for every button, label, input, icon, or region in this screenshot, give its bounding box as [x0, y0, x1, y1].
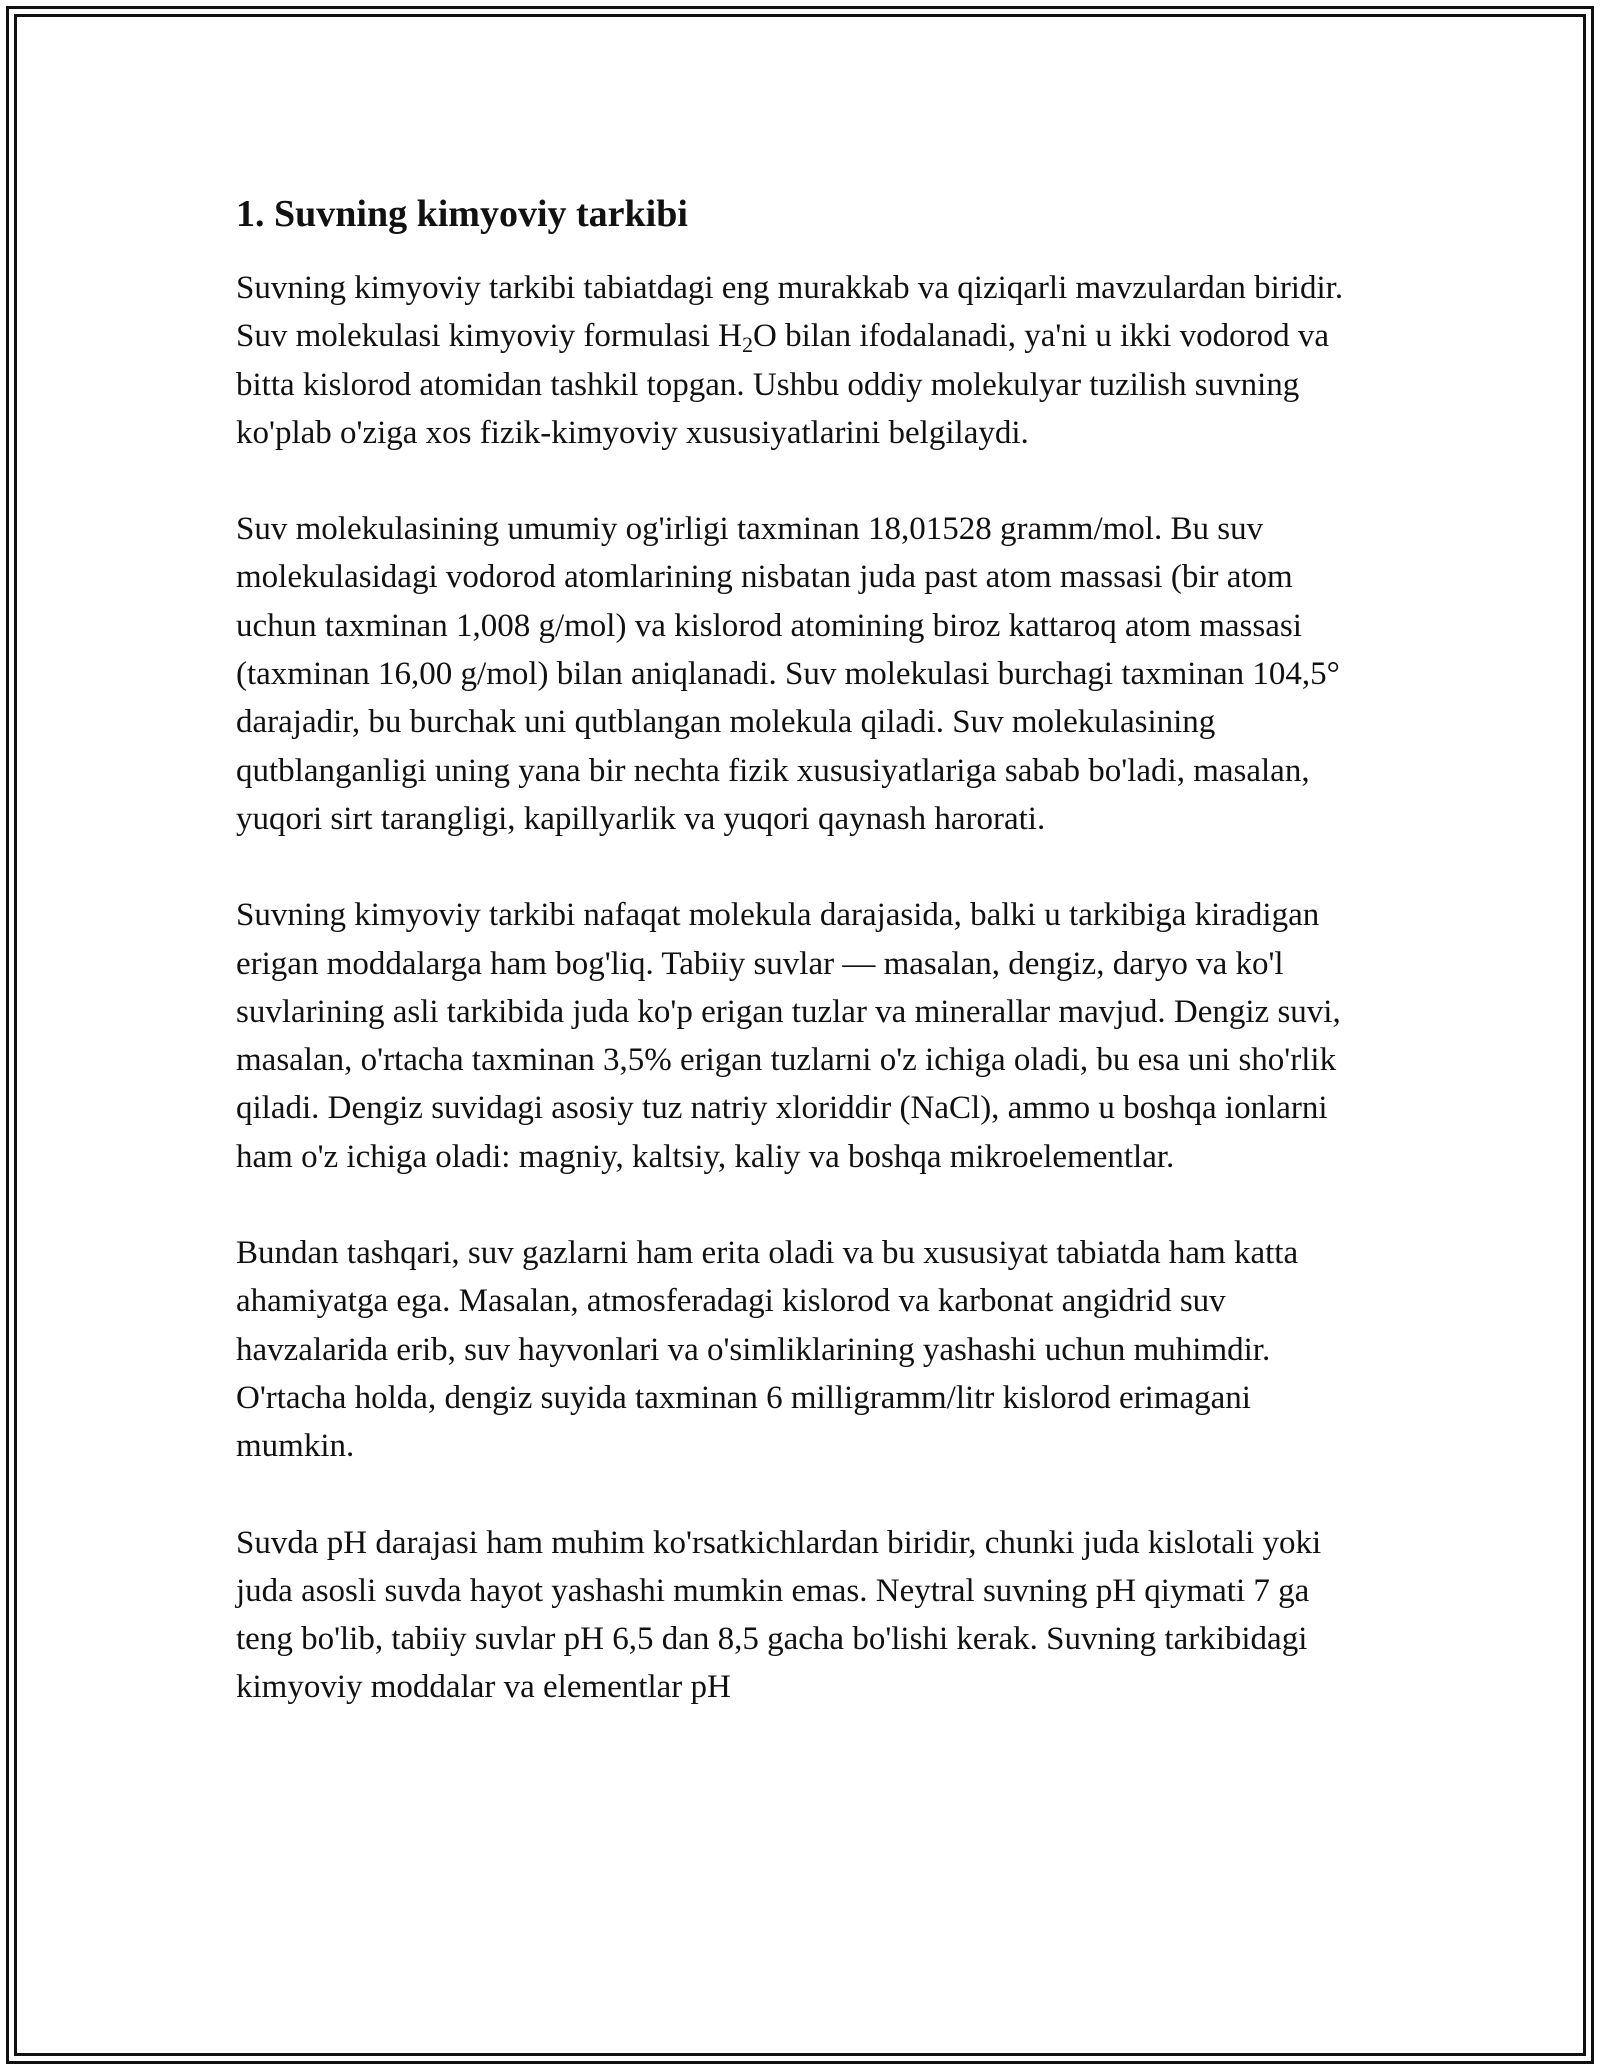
section-heading: 1. Suvning kimyoviy tarkibi — [236, 193, 688, 235]
water-formula — [718, 318, 777, 358]
paragraph-3: Suvning kimyoviy tarkibi nafaqat molekula darajasida, balki u tarkibiga kiradigan erigan moddalarga ham bog'liq. Tabiiy suvlar — masalan, dengiz, daryo va ko'l suvlarining asli tarkibida juda ko'p erigan tuzlar va minerallar mavjud. Dengiz suvi, masalan, o'rtacha taxminan 3,5% erigan tuzlarni o'z ichiga oladi, bu esa uni sho'rlik qiladi. Dengiz suvidagi asosiy tuz natriy xloriddir (NaCl), ammo u boshqa ionlarni ham o'z ichiga oladi: magniy, kaltsiy, kaliy va boshqa mikroelementlar. — [236, 897, 1341, 1175]
paragraph-5: Suvda pH darajasi ham muhim ko'rsatkichlardan biridir, chunki juda kislotali yoki juda asosli suvda hayot yashashi mumkin emas. Neytral suvning pH qiymati 7 ga teng bo'lib, tabiiy suvlar pH 6,5 dan 8,5 gacha bo'lishi kerak. Suvning tarkibidagi kimyoviy moddalar va elementlar pH — [236, 1524, 1322, 1706]
document-body — [236, 186, 1366, 1760]
paragraph-1-text-start: Suvning kimyoviy tarkibi tabiatdagi eng murakkab va qiziqarli mavzulardan biridir. Suv molekulasi kimyoviy formulasi — [236, 270, 1344, 355]
paragraph-4: Bundan tashqari, suv gazlarni ham erita oladi va bu xususiyat tabiatda ham katta ahamiyatga ega. Masalan, atmosferadagi kislorod va karbonat angidrid suv havzalarida erib, suv hayvonlari va o'simliklarining yashashi uchun muhimdir. O'rtacha holda, dengiz suyida taxminan 6 milligramm/litr kislorod erimagani mumkin. — [236, 1235, 1299, 1465]
formula-subscript: 2 — [742, 332, 753, 358]
formula-hydrogen: H — [718, 318, 742, 355]
formula-oxygen: O — [753, 318, 777, 355]
paragraph-2: Suv molekulasining umumiy og'irligi taxminan 18,01528 gramm/mol. Bu suv molekulasidagi vodorod atomlarining nisbatan juda past atom massasi (bir atom uchun taxminan 1,008 g/mol) va kislorod atomining biroz kattaroq atom massasi (taxminan 16,00 g/mol) bilan aniqlanadi. Suv molekulasi burchagi taxminan 104,5° darajadir, bu burchak uni qutblangan molekula qiladi. Suv molekulasining qutblanganligi uning yana bir nechta fizik xususiyatlariga sabab bo'ladi, masalan, yuqori sirt tarangligi, kapillyarlik va yuqori qaynash harorati. — [236, 511, 1340, 837]
paragraph-1 — [236, 264, 1366, 457]
paragraph-1-text-end: bilan ifodalanadi, ya'ni u ikki vodorod va bitta kislorod atomidan tashkil topgan. Ushbu oddiy molekulyar tuzilish suvning ko'plab o'ziga xos fizik-kimyoviy xususiyatlarini belgilaydi. — [236, 318, 1329, 451]
